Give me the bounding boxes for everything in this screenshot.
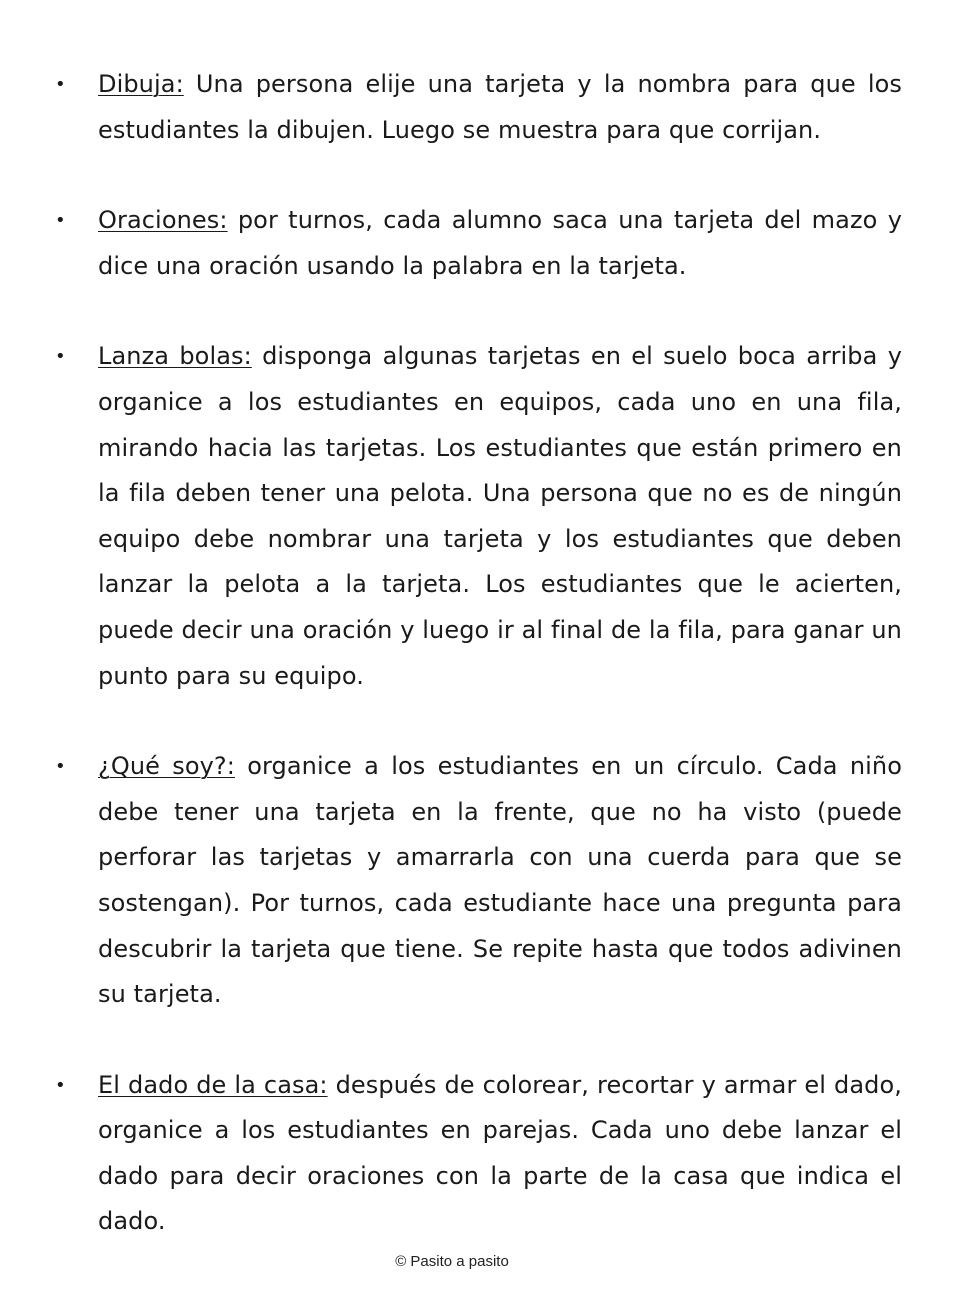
- item-term: Oraciones:: [98, 206, 228, 235]
- list-item-que-soy: [55, 744, 902, 1018]
- list-item-oraciones: [55, 198, 902, 289]
- bullet-icon: •: [55, 210, 66, 232]
- item-term: ¿Qué soy?:: [98, 752, 235, 781]
- item-paragraph: [98, 1063, 902, 1245]
- item-description: disponga algunas tarjetas en el suelo boca arriba y organice a los estudiantes en equipos, cada uno en una fila, mirando hacia las tarjetas. Los estudiantes que están primero en la fila deben tener una pelota. Una persona que no es de ningún equipo debe nombrar una tarjeta y los estudiantes que deben lanzar la pelota a la tarjeta. Los estudiantes que le acierten, puede decir una oración y luego ir al final de la fila, para ganar un punto para su equipo.: [98, 342, 902, 690]
- activity-list: [55, 62, 902, 1290]
- copyright-footer: © Pasito a pasito: [395, 1253, 509, 1270]
- item-term: Dibuja:: [98, 70, 184, 98]
- item-paragraph: [98, 334, 902, 699]
- list-item-dibuja: [55, 62, 902, 153]
- item-paragraph: [98, 744, 902, 1018]
- list-item-lanza-bolas: [55, 334, 902, 699]
- bullet-icon: •: [55, 346, 66, 368]
- bullet-icon: •: [55, 1074, 66, 1096]
- bullet-icon: •: [55, 756, 66, 778]
- item-description: organice a los estudiantes en un círculo. Cada niño debe tener una tarjeta en la frente, que no ha visto (puede perforar las tarjetas y amarrarla con una cuerda para que se sostengan). Por turnos, cada estudiante hace una pregunta para descubrir la tarjeta que tiene. Se repite hasta que todos adivinen su tarjeta.: [98, 752, 902, 1009]
- list-item-el-dado: [55, 1063, 902, 1245]
- item-term: El dado de la casa:: [98, 1070, 328, 1099]
- item-paragraph: [98, 62, 902, 153]
- bullet-icon: •: [55, 74, 66, 95]
- item-paragraph: [98, 198, 902, 289]
- item-description: por turnos, cada alumno saca una tarjeta del mazo y dice una oración usando la palabra en la tarjeta.: [98, 206, 902, 280]
- item-description: Una persona elije una tarjeta y la nombra para que los estudiantes la dibujen. Luego se muestra para que corrijan.: [98, 70, 902, 144]
- item-description: después de colorear, recortar y armar el dado, organice a los estudiantes en parejas. Cada uno debe lanzar el dado para decir oraciones con la parte de la casa que indica el dado.: [98, 1070, 902, 1236]
- item-term: Lanza bolas:: [98, 342, 252, 371]
